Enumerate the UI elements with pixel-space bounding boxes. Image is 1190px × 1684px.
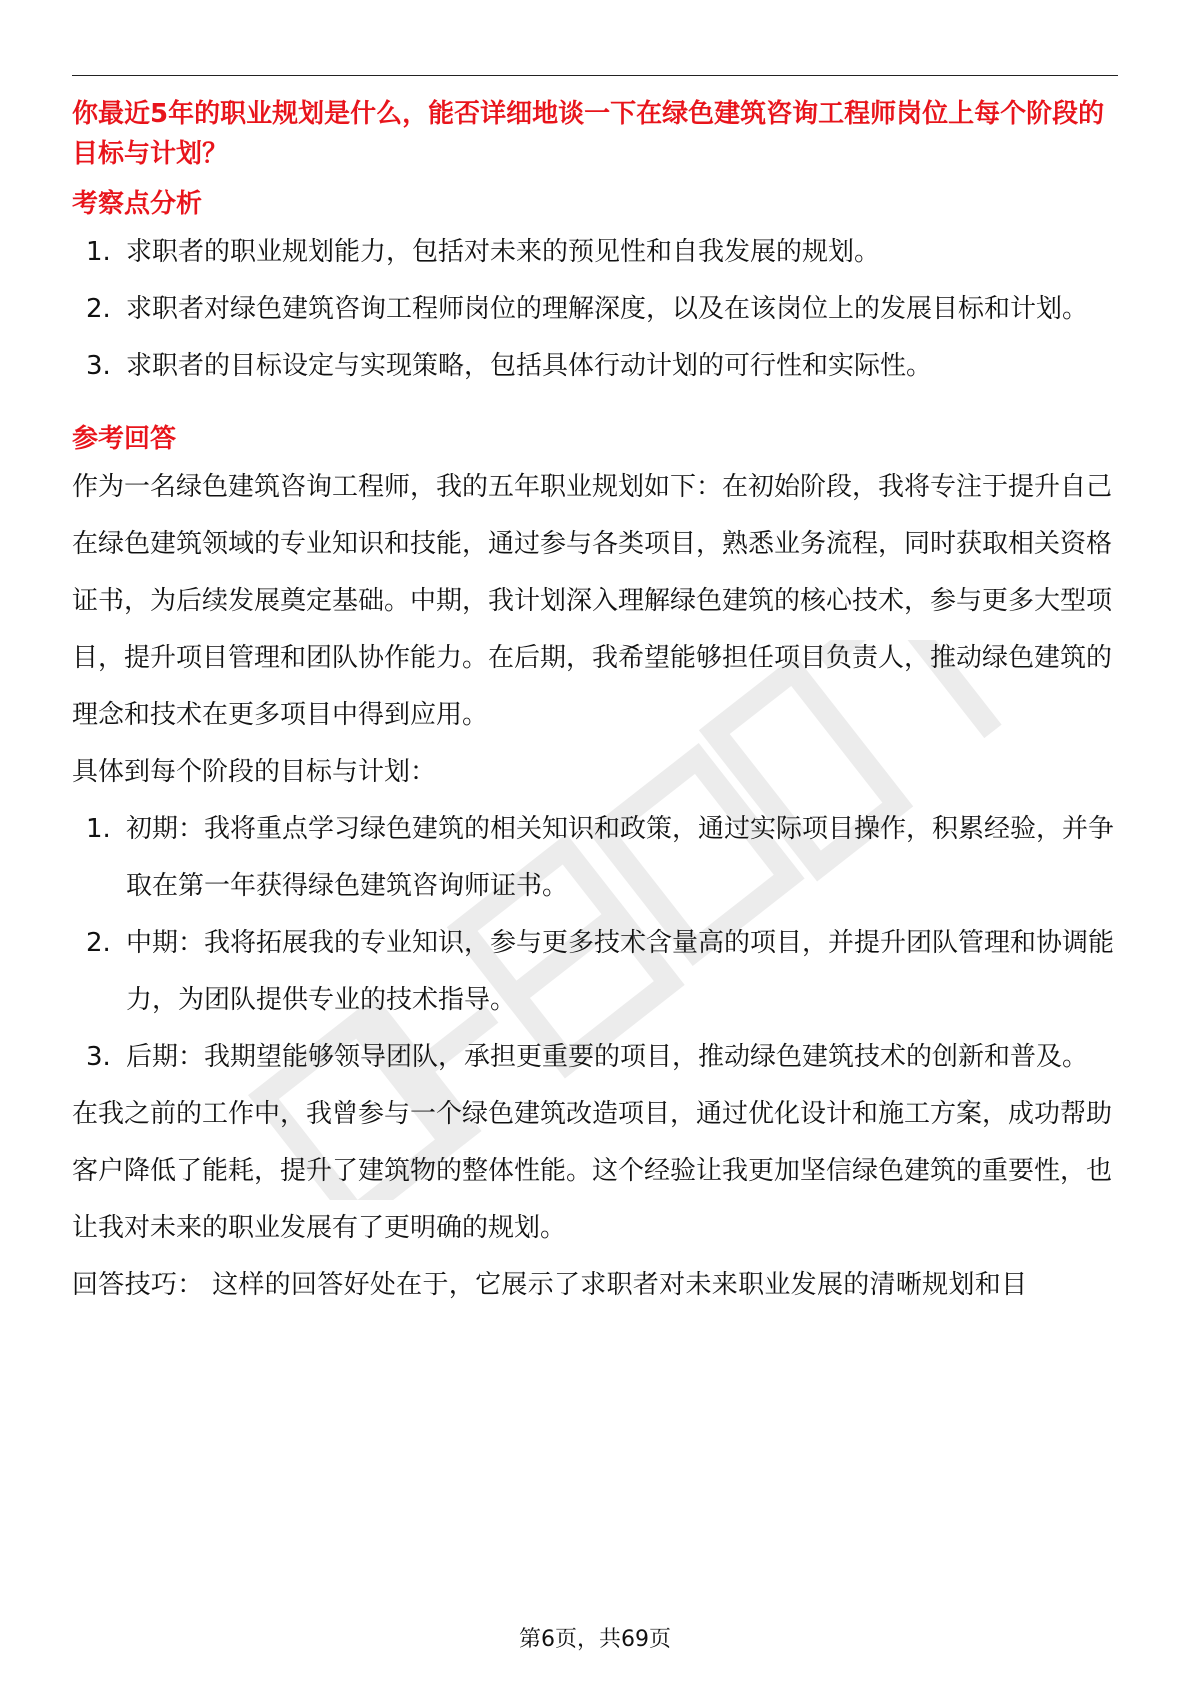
analysis-heading: 考察点分析 [72, 189, 203, 219]
answer-tip-paragraph: 回答技巧： 这样的回答好处在于，它展示了求职者对未来职业发展的清晰规划和目 [72, 1270, 1028, 1300]
list-item-text: 中期：我将拓展我的专业知识，参与更多技术含量高的项目，并提升团队管理和协调能力，为团队提供专业的技术指导。 [126, 928, 1115, 1015]
top-divider [72, 75, 1118, 76]
list-item [72, 1029, 1120, 1086]
list-item [72, 338, 1120, 395]
answer-intro-paragraph: 作为一名绿色建筑咨询工程师，我的五年职业规划如下：在初始阶段，我将专注于提升自己在绿色建筑领域的专业知识和技能，通过参与各类项目，熟悉业务流程，同时获取相关资格证书，为后续发展奠定基础。中期，我计划深入理解绿色建筑的核心技术，参与更多大型项目，提升项目管理和团队协作能力。在后期，我希望能够担任项目负责人，推动绿色建筑的理念和技术在更多项目中得到应用。 [72, 472, 1113, 730]
list-number: 2. [86, 928, 111, 958]
analysis-list [72, 224, 1120, 395]
list-number: 3. [86, 351, 111, 381]
stages-list [72, 801, 1120, 1086]
question-title: 你最近5年的职业规划是什么，能否详细地谈一下在绿色建筑咨询工程师岗位上每个阶段的目标与计划？ [72, 99, 1105, 169]
list-number: 2. [86, 294, 111, 324]
answer-heading: 参考回答 [72, 424, 177, 454]
list-item-text: 求职者对绿色建筑咨询工程师岗位的理解深度，以及在该岗位上的发展目标和计划。 [126, 294, 1089, 324]
list-item [72, 915, 1120, 1029]
document-body [72, 94, 1120, 1314]
list-number: 1. [86, 237, 111, 267]
list-item-text: 初期：我将重点学习绿色建筑的相关知识和政策，通过实际项目操作，积累经验，并争取在第一年获得绿色建筑咨询师证书。 [126, 814, 1115, 901]
list-item-text: 后期：我期望能够领导团队，承担更重要的项目，推动绿色建筑技术的创新和普及。 [126, 1042, 1089, 1072]
list-item-text: 求职者的职业规划能力，包括对未来的预见性和自我发展的规划。 [126, 237, 881, 267]
list-item [72, 801, 1120, 915]
list-item [72, 281, 1120, 338]
list-number: 3. [86, 1042, 111, 1072]
experience-paragraph: 在我之前的工作中，我曾参与一个绿色建筑改造项目，通过优化设计和施工方案，成功帮助客户降低了能耗，提升了建筑物的整体性能。这个经验让我更加坚信绿色建筑的重要性，也让我对未来的职业发展有了更明确的规划。 [72, 1099, 1113, 1243]
page-number-footer: 第6页，共69页 [519, 1627, 671, 1652]
list-number: 1. [86, 814, 111, 844]
list-item-text: 求职者的目标设定与实现策略，包括具体行动计划的可行性和实际性。 [126, 351, 933, 381]
list-item [72, 224, 1120, 281]
stages-intro-paragraph: 具体到每个阶段的目标与计划： [72, 757, 437, 787]
